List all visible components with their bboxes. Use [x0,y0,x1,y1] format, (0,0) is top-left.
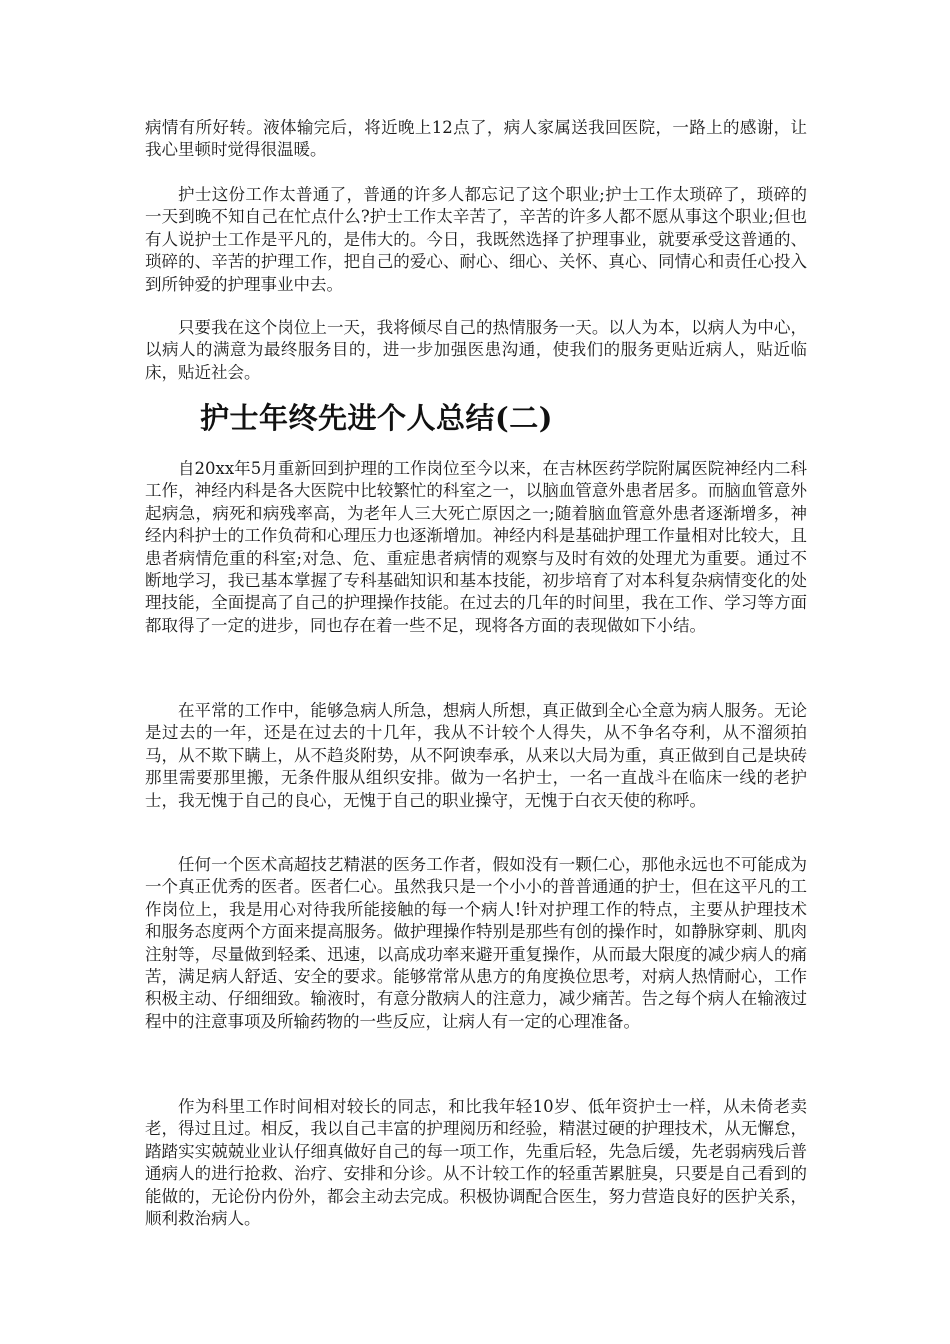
paragraph-nurse-work-ordinary: 护士这份工作太普通了，普通的许多人都忘记了这个职业;护士工作太琐碎了，琐碎的一天到晚不知自己在忙点什么?护士工作太辛苦了，辛苦的许多人都不愿从事这个职业;但也有人说护士工作是平凡的，是伟大的。今日，我既然选择了护理事业，就要承受这普通的、琐碎的、辛苦的护理工作，把自己的爱心、耐心、细心、关怀、真心、同情心和责任心投入到所钟爱的护理事业中去。 [145,185,807,294]
section-heading: 护士年终先进个人总结(二) [200,401,553,435]
paragraph-daily-work: 在平常的工作中，能够急病人所急，想病人所想，真正做到全心全意为病人服务。无论是过去的一年，还是在过去的十几年，我从不计较个人得失，从不争名夺利，从不溜须拍马，从不欺下瞒上，从不趋炎附势，从不阿谀奉承，从来以大局为重，真正做到自己是块砖那里需要那里搬，无条件服从组织安排。做为一名护士，一名一直战斗在临床一线的老护士，我无愧于自己的良心，无愧于自己的职业操守，无愧于白衣天使的称呼。 [145,701,807,810]
paragraph-continuation: 病情有所好转。液体输完后，将近晚上12点了，病人家属送我回医院，一路上的感谢，让我心里顿时觉得很温暖。 [145,118,807,160]
paragraph-medical-ethics: 任何一个医术高超技艺精湛的医务工作者，假如没有一颗仁心，那他永远也不可能成为一个真正优秀的医者。医者仁心。虽然我只是一个小小的普普通通的护士，但在这平凡的工作岗位上，我是用心对待我所能接触的每一个病人!针对护理工作的特点，主要从护理技术和服务态度两个方面来提高服务。做护理操作特别是那些有创的操作时，如静脉穿刺、肌肉注射等，尽量做到轻柔、迅速，以高成功率来避开重复操作，从而最大限度的减少病人的痛苦，满足病人舒适、安全的要求。能够常常从患方的角度换位思考，对病人热情耐心，工作积极主动、仔细细致。输液时，有意分散病人的注意力，减少痛苦。告之每个病人在输液过程中的注意事项及所输药物的一些反应，让病人有一定的心理准备。 [145,855,807,1031]
paragraph-serve-patients: 只要我在这个岗位上一天，我将倾尽自己的热情服务一天。以人为本，以病人为中心，以病人的满意为最终服务目的，进一步加强医患沟通，使我们的服务更贴近病人，贴近临床，贴近社会。 [145,318,807,382]
paragraph-intro-neurology: 自20xx年5月重新回到护理的工作岗位至今以来，在吉林医药学院附属医院神经内二科工作，神经内科是各大医院中比较繁忙的科室之一，以脑血管意外患者居多。而脑血管意外起病急，病死和病残率高，为老年人三大死亡原因之一;随着脑血管意外患者逐渐增多，神经内科护士的工作负荷和心理压力也逐渐增加。神经内科是基础护理工作量相对比较大，且患者病情危重的科室;对急、危、重症患者病情的观察与及时有效的处理尤为重要。通过不断地学习，我已基本掌握了专科基础知识和基本技能，初步培育了对本科复杂病情变化的处理技能，全面提高了自己的护理操作技能。在过去的几年的时间里，我在工作、学习等方面都取得了一定的进步，同也存在着一些不足，现将各方面的表现做如下小结。 [145,459,807,635]
paragraph-senior-nurse: 作为科里工作时间相对较长的同志，和比我年轻10岁、低年资护士一样，从未倚老卖老，得过且过。相反，我以自己丰富的护理阅历和经验，精湛过硬的护理技术，从无懈怠，踏踏实实兢兢业业认仔细真做好自己的每一项工作，先重后轻，先急后缓，先老弱病残后普通病人的进行抢救、治疗、安排和分诊。从不计较工作的轻重苦累脏臭，只要是自己看到的能做的，无论份内份外，都会主动去完成。积极协调配合医生，努力营造良好的医护关系，顺利救治病人。 [145,1097,807,1229]
